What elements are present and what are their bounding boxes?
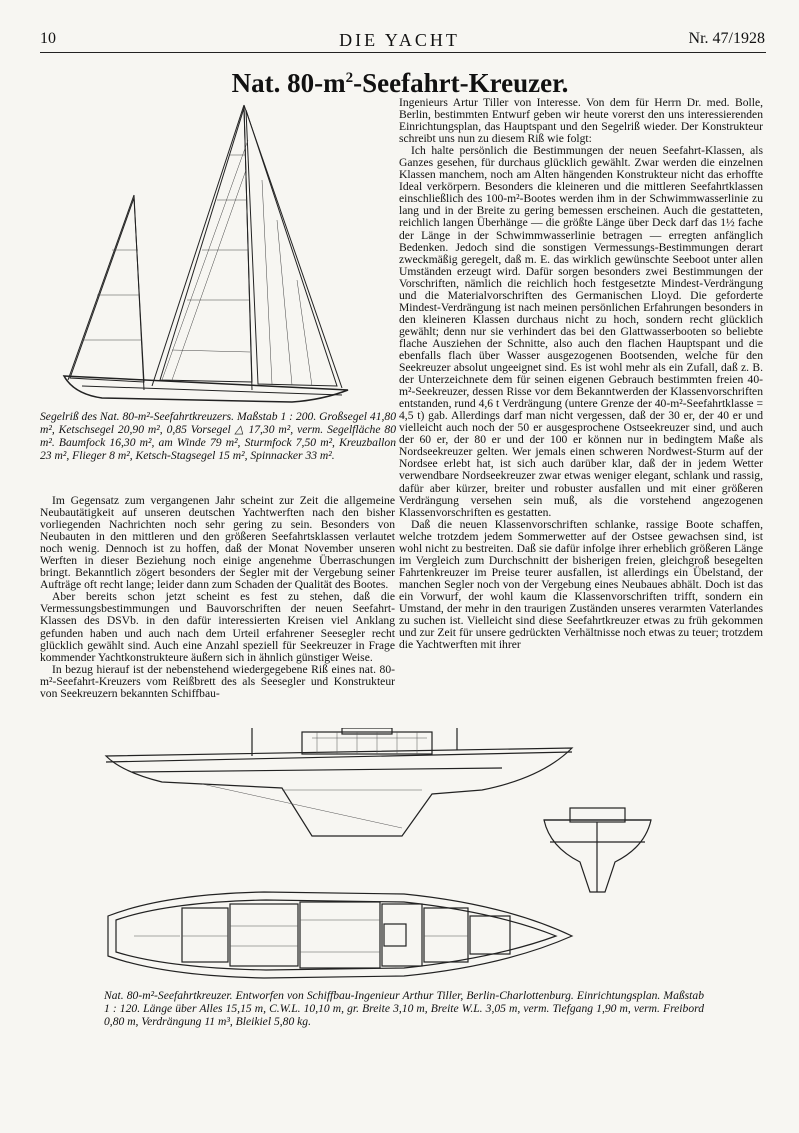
article-title: Nat. $80-m^2-Seefahrt$-Kreuzer. bbox=[231, 68, 569, 98]
page-number: 10 bbox=[40, 30, 56, 47]
paragraph: Ingenieurs Artur Tiller von Interesse. Von dem für Herrn Dr. med. Bolle, Berlin, bestimmten Entwurf geben wir heute vorerst den uns interessierenden Einrichtungsplan, das Hauptspant und den Segelriß wieder. Der Konstrukteur schreibt uns nun zu diesem Riß wie folgt: bbox=[399, 96, 763, 146]
paragraph: Aber bereits schon jetzt scheint es fest zu stehen, daß die Vermessungsbestimmungen und Bauvorschriften der neuen Seefahrt-Klassen des DSVb. in den dafür interessierten Kreisen viel Anklang gefunden haben und auch nach dem Urteil erfahrener Seesegler recht glücklich gewählt sind. Auch eine Anzahl speziell für Seekreuzer in Frage kommender Yachtkonstrukteure äußern sich in ähnlich günstiger Weise. bbox=[40, 590, 395, 664]
paragraph: Im Gegensatz zum vergangenen Jahr scheint zur Zeit die allgemeine Neubautätigkeit auf unseren deutschen Yachtwerften nach den bisher vorliegenden Nachrichten noch sehr gering zu sein. Besonders von Neubauten in den mittleren und den größeren Seefahrtsklassen verlautet noch wenig. Dennoch ist zu hoffen, daß der Monat November unseren Werften in dieser Beziehung noch einige angenehme Überraschungen bringt. Bekanntlich zögert besonders der Segler mit der Vergebung seiner Aufträge oft recht lange; leider dann zum Schaden der Qualität des Bootes. bbox=[40, 494, 395, 592]
plan-caption: Nat. 80-m²-Seefahrtkreuzer. Entworfen von Schiffbau-Ingenieur Arthur Tiller, Berlin-Charlottenburg. Einrichtungsplan. Maßstab 1 : 120. Länge über Alles 15,15 m, C.W.L. 10,10 m, gr. Breite 3,10 m, Breite W.L. 3,05 m, verm. Tiefgang 1,90 m, verm. Freibord 0,80 m, Verdrängung 11 m³, Bleikiel 5,80 kg. bbox=[104, 989, 704, 1028]
paragraph: Daß die neuen Klassenvorschriften schlanke, rassige Boote schaffen, welche trotzdem jedem Sommerwetter auf der Ostsee gewachsen sind, ist wohl nicht zu bestreiten. Daß sie dafür infolge ihrer erheblich größeren Länge im Vergleich zum Durchschnitt der bisherigen freien, gleichgroß besegelten Fahrtenkreuzer im Preise teurer ausfallen, ist allerdings ein Übelstand, der manchen Segler noch von der Vergebung eines Neubaues abhält. Doch ist das ein Vorwurf, der wohl kaum die Klassenvorschriften trifft, sondern ein Umstand, der mehr in den traurigen Zuständen unseres verarmten Vaterlandes zu suchen ist. Vielleicht sind diese Seefahrtkreuzer etwas zu früh gekommen und zur Zeit für unsere gedrückten Verhältnisse noch etwas zu teuer; trotzdem die Yachtwerften mit ihrer bbox=[399, 517, 763, 652]
journal-title: DIE YACHT bbox=[339, 30, 460, 50]
left-column bbox=[40, 495, 395, 700]
hull-profile-drawing bbox=[102, 728, 580, 846]
right-column bbox=[399, 97, 763, 651]
midship-section-drawing bbox=[540, 802, 655, 897]
header-rule bbox=[40, 52, 766, 53]
sail-plan-drawing bbox=[62, 100, 352, 405]
paragraph: Ich halte persönlich die Bestimmungen der neuen Seefahrt-Klassen, als Ganzes gesehen, für durchaus glücklich gewählt. Zwar werden die einzelnen Klassen manchem, noch am Alten hängenden Konstrukteur nicht das erhoffte Ideal verkörpern. Besonders die kleineren und die mittleren Seefahrtklassen einschließlich des 100-m²-Bootes werden ihm in der Schwimmwasserlinie zu lang und in der Breite zu gering bemessen erscheinen. Auch die gestatteten, reichlich langen Überhänge — die größte Länge über Deck darf das 1½ fache der Länge in der Schwimmwasserlinie betragen — erregten anfänglich Bedenken. Jedoch sind die sonstigen Vermessungs-Bestimmungen derart zweckmäßig geregelt, daß m. E. das wirklich gewünschte Seeboot unter allen Umständen erzeugt wird. Dafür sorgen besonders zwei Bestimmungen der Vorschriften, nämlich die reichlich hoch festgesetzte Mindest-Verdrängung und die Materialvorschriften des Germanischen Lloyd. Die geforderte Mindest-Verdrängung ist nach meinen persönlichen Erfahrungen besonders in den kleineren Klassen durchaus nicht zu hoch, sondern recht glücklich gewählt; denn nur sie verhindert das bei den Glattwasserbooten so beliebte flache Ausziehen der Schnitte, also auch den flachen Hauptspant und die ebenfalls flach über Wasser ausgezogenen Bootsenden, welche für den Seekreuzer absolut ungeeignet sind. Es ist wohl mehr als ein Zufall, daß z. B. der Unterzeichnete dem für seinen eigenen Gebrauch bestimmten freien 40-m²-Seekreuzer, dessen Risse vor dem Bekanntwerden der Klassenvorschriften entstanden, rund 4,6 t Verdrängung (untere Grenze der 40-m²-Seefahrtklasse = 4,5 t) gab. Allerdings darf man nicht vergessen, daß der 30 er, der 40 er und vielleicht auch noch der 50 er ausgesprochene Ostseekreuzer sind, und auch der 60 er, der 80 er und der 100 er können nur in bedingtem Maße als Nordseekreuzer gelten. Wer jemals einen schweren Nordwest-Sturm auf der Nordsee erlebt hat, ist sich auch darüber klar, daß der in jedem Wetter verwendbare Nordseekreuzer zwar etwas weniger elegant, schlank und rassig, dafür aber kürzer, breiter und robuster ausfallen und mit einer größeren Verdrängung versehen sein muß, als die vorstehend angezogenen Klassenvorschriften es gestatten. bbox=[399, 144, 763, 519]
paragraph: In bezug hierauf ist der nebenstehend wiedergegebene Riß eines nat. 80-m²-Seefahrt-Kreuzers vom Reißbrett des als Seesegler und Konstrukteur von Seekreuzern bekannten Schiffbau- bbox=[40, 662, 395, 700]
issue-number: Nr. 47/1928 bbox=[688, 30, 765, 47]
page-header bbox=[0, 30, 799, 50]
sail-plan-caption: Segelriß des Nat. 80-m²-Seefahrtkreuzers. Maßstab 1 : 200. Großsegel 41,80 m², Ketschsegel 20,90 m², 0,85 Vorsegel △ 17,30 m², verm. Segelfläche 80 m². Baumfock 16,30 m², am Winde 79 m², Sturmfock 7,50 m², Kreuzballon 23 m², Flieger 8 m², Ketsch-Stagsegel 15 m², Spinnacker 33 m². bbox=[40, 410, 396, 462]
accommodation-plan-drawing bbox=[104, 886, 576, 986]
